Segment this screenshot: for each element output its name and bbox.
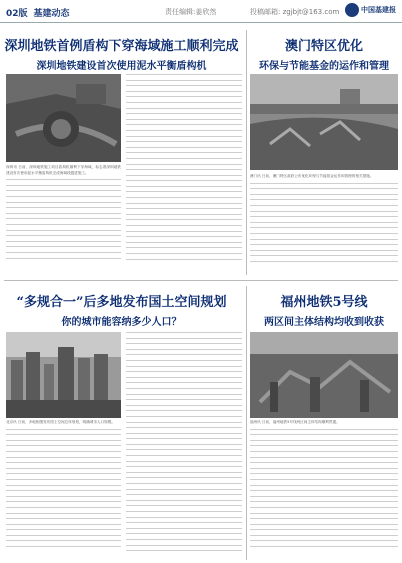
- story1-body: [126, 74, 242, 264]
- logo-icon: [345, 3, 359, 17]
- section-name: 基建动态: [33, 9, 70, 19]
- story1-photo: [6, 74, 121, 162]
- story2-subtitle: 环保与节能基金的运作和管理: [259, 61, 389, 72]
- story3-lead: 北京讯 日前，多地相继发布国土空间总体规划，明确城市人口规模。: [6, 420, 121, 560]
- contact-email: 投稿邮箱: zgjbjt@163.com: [250, 8, 340, 16]
- story2-title: 澳门特区优化: [284, 39, 363, 54]
- column-divider-2: [246, 286, 247, 560]
- story4-subtitle: 两区间主体结构均收到收获: [264, 317, 384, 328]
- section-divider: [4, 280, 398, 281]
- editor-info: 责任编辑:姜欣然: [165, 8, 217, 16]
- newspaper-logo: 中国基建报: [345, 3, 397, 19]
- page-number: 02版 基建动态: [6, 9, 70, 19]
- story4-title: 福州地铁5号线: [280, 295, 368, 310]
- story4-lead: 福州讯 日前，福州地铁5号线两区间主体结构顺利贯通。: [250, 420, 398, 560]
- story3-photo: [6, 332, 121, 418]
- story1-lead: 深圳讯 日前，深圳地铁施工项目盾构机顺利下穿海域，标志着深圳地铁建设首次使用泥水平衡盾构机完成海域段掘进施工。: [6, 165, 121, 265]
- story2-photo: [250, 74, 398, 170]
- story4-photo: [250, 332, 398, 418]
- story1-subtitle: 深圳地铁建设首次使用泥水平衡盾构机: [36, 61, 207, 72]
- story1-title: 深圳地铁首例盾构下穿海域施工顺利完成: [4, 39, 239, 54]
- story3-body: [126, 332, 242, 560]
- story3-title: “多规合一”后多地发布国土空间规划: [16, 295, 227, 310]
- story2-lead: 澳门讯 日前，澳门特区政府公布优化环保与节能基金运作和管理的相关措施。: [250, 174, 398, 274]
- column-divider: [246, 30, 247, 275]
- story3-subtitle: 你的城市能容纳多少人口？: [61, 317, 182, 328]
